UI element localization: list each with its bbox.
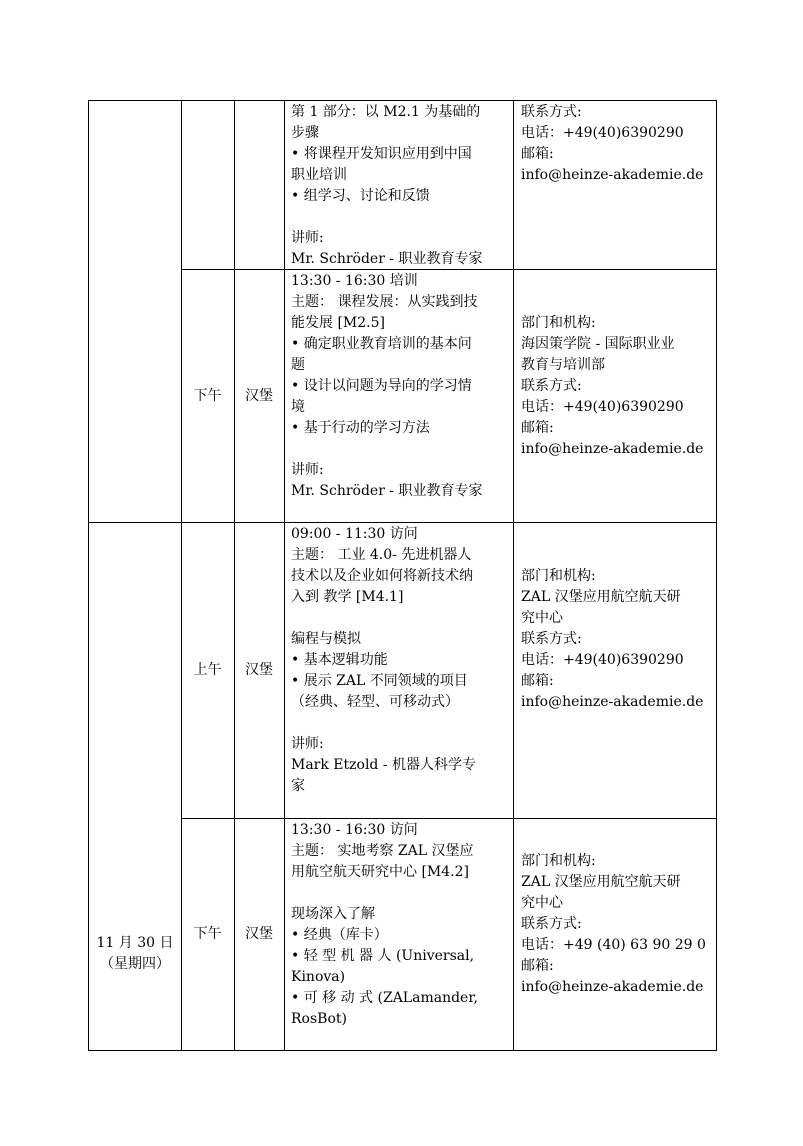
content-line: 09:00 - 11:30 访问 [291,526,418,542]
content-line: 13:30 - 16:30 培训 [291,273,418,289]
table-bottom-border [88,1050,717,1051]
contact-line: 联系方式: [521,104,582,120]
content-line: 讲师: [291,462,324,478]
content-line: 主题： 实地考察 ZAL 汉堡应 [291,843,474,859]
table-top-border [88,100,717,101]
table-right-border [716,100,717,1051]
content-line: Kinova) [291,969,346,985]
content-cell [291,102,509,270]
content-cell [291,271,509,502]
contact-line: 部门和机构: [521,853,596,869]
content-line: • 确定职业教育培训的基本问 [291,336,472,352]
contact-cell [521,102,713,186]
content-line: Mr. Schrӧder - 职业教育专家 [291,483,483,499]
column-divider [513,100,514,1051]
content-line: • 经典（库卡） [291,927,388,943]
content-line: • 基于行动的学习方法 [291,420,430,436]
content-line: Mr. Schrӧder - 职业教育专家 [291,251,483,267]
period-cell [181,270,234,522]
content-line: 技术以及企业如何将新技术纳 [291,568,473,584]
contact-line: 联系方式: [521,631,582,647]
date-cell [89,523,181,1050]
contact-line: 究中心 [521,895,563,911]
date-label: 11 月 30 日 [96,935,174,951]
contact-line: info@heinze-akademie.de [521,979,704,995]
contact-line: 部门和机构: [521,568,596,584]
content-line: 入到 教学 [M4.1] [291,589,404,605]
period-label: 下午 [193,926,222,942]
content-line: 家 [291,778,305,794]
contact-line: 电话：+49(40)6390290 [521,652,684,668]
period-cell [181,819,234,1050]
place-label: 汉堡 [245,387,273,404]
content-line: 主题： 工业 4.0- 先进机器人 [291,547,472,563]
place-cell [234,270,284,522]
contact-cell [521,566,713,713]
contact-line: ZAL 汉堡应用航空航天研 [521,589,681,605]
period-cell [181,523,234,818]
contact-line: ZAL 汉堡应用航空航天研 [521,874,681,890]
content-line: 职业培训 [291,167,347,183]
content-line: • 基本逻辑功能 [291,652,388,668]
weekday-label: （星期四） [100,956,170,972]
content-line: • 将课程开发知识应用到中国 [291,146,472,162]
contact-line: 邮箱: [521,673,554,689]
content-line [291,439,509,460]
content-line: • 可 移 动 式 (ZALamander, [291,990,478,1006]
content-line: • 组学习、讨论和反馈 [291,188,430,204]
content-line: 编程与模拟 [291,631,361,647]
contact-line: 教育与培训部 [521,357,605,373]
content-line: 讲师: [291,230,324,246]
content-line: Mark Etzold - 机器人科学专 [291,757,477,773]
place-cell [234,819,284,1050]
contact-cell [521,313,713,460]
content-line: 境 [291,399,305,415]
content-line: 现场深入了解 [291,906,375,922]
period-label: 上午 [193,662,222,678]
contact-line: info@heinze-akademie.de [521,694,704,710]
contact-line: 电话：+49(40)6390290 [521,399,684,415]
content-line: • 展示 ZAL 不同领域的项目 [291,673,468,689]
contact-line: 邮箱: [521,146,554,162]
contact-line: 海因策学院 - 国际职业业 [521,336,675,352]
content-line: 讲师: [291,736,324,752]
place-label: 汉堡 [245,926,273,942]
contact-line: 究中心 [521,610,563,626]
content-cell [291,820,509,1030]
content-line: • 轻 型 机 器 人 (Universal, [291,948,475,964]
contact-line: 联系方式: [521,916,582,932]
content-line [291,883,509,904]
content-line: 用航空航天研究中心 [M4.2] [291,864,469,880]
content-line: 主题： 课程发展：从实践到技 [291,294,478,310]
contact-line: info@heinze-akademie.de [521,441,704,457]
contact-line: 电话：+49 (40) 63 90 29 0 [521,937,706,953]
content-line: 题 [291,357,305,373]
contact-line: 邮箱: [521,420,554,436]
content-line: • 设计以问题为导向的学习情 [291,378,472,394]
contact-line: 联系方式: [521,378,582,394]
period-label: 下午 [193,387,222,404]
content-line [291,608,509,629]
contact-cell [521,851,713,998]
place-label: 汉堡 [245,662,273,678]
content-cell [291,524,509,797]
content-line [291,207,509,228]
column-divider [284,100,285,1051]
content-line: 步骤 [291,125,319,141]
content-line: 能发展 [M2.5] [291,315,385,331]
content-line: （经典、轻型、可移动式） [291,694,459,710]
content-line [291,713,509,734]
contact-line: 邮箱: [521,958,554,974]
contact-line: 部门和机构: [521,315,596,331]
content-line: 第 1 部分：以 M2.1 为基础的 [291,104,481,120]
content-line: RosBot) [291,1011,347,1027]
place-cell [234,523,284,818]
contact-line: 电话：+49(40)6390290 [521,125,684,141]
content-line: 13:30 - 16:30 访问 [291,822,418,838]
contact-line: info@heinze-akademie.de [521,167,704,183]
